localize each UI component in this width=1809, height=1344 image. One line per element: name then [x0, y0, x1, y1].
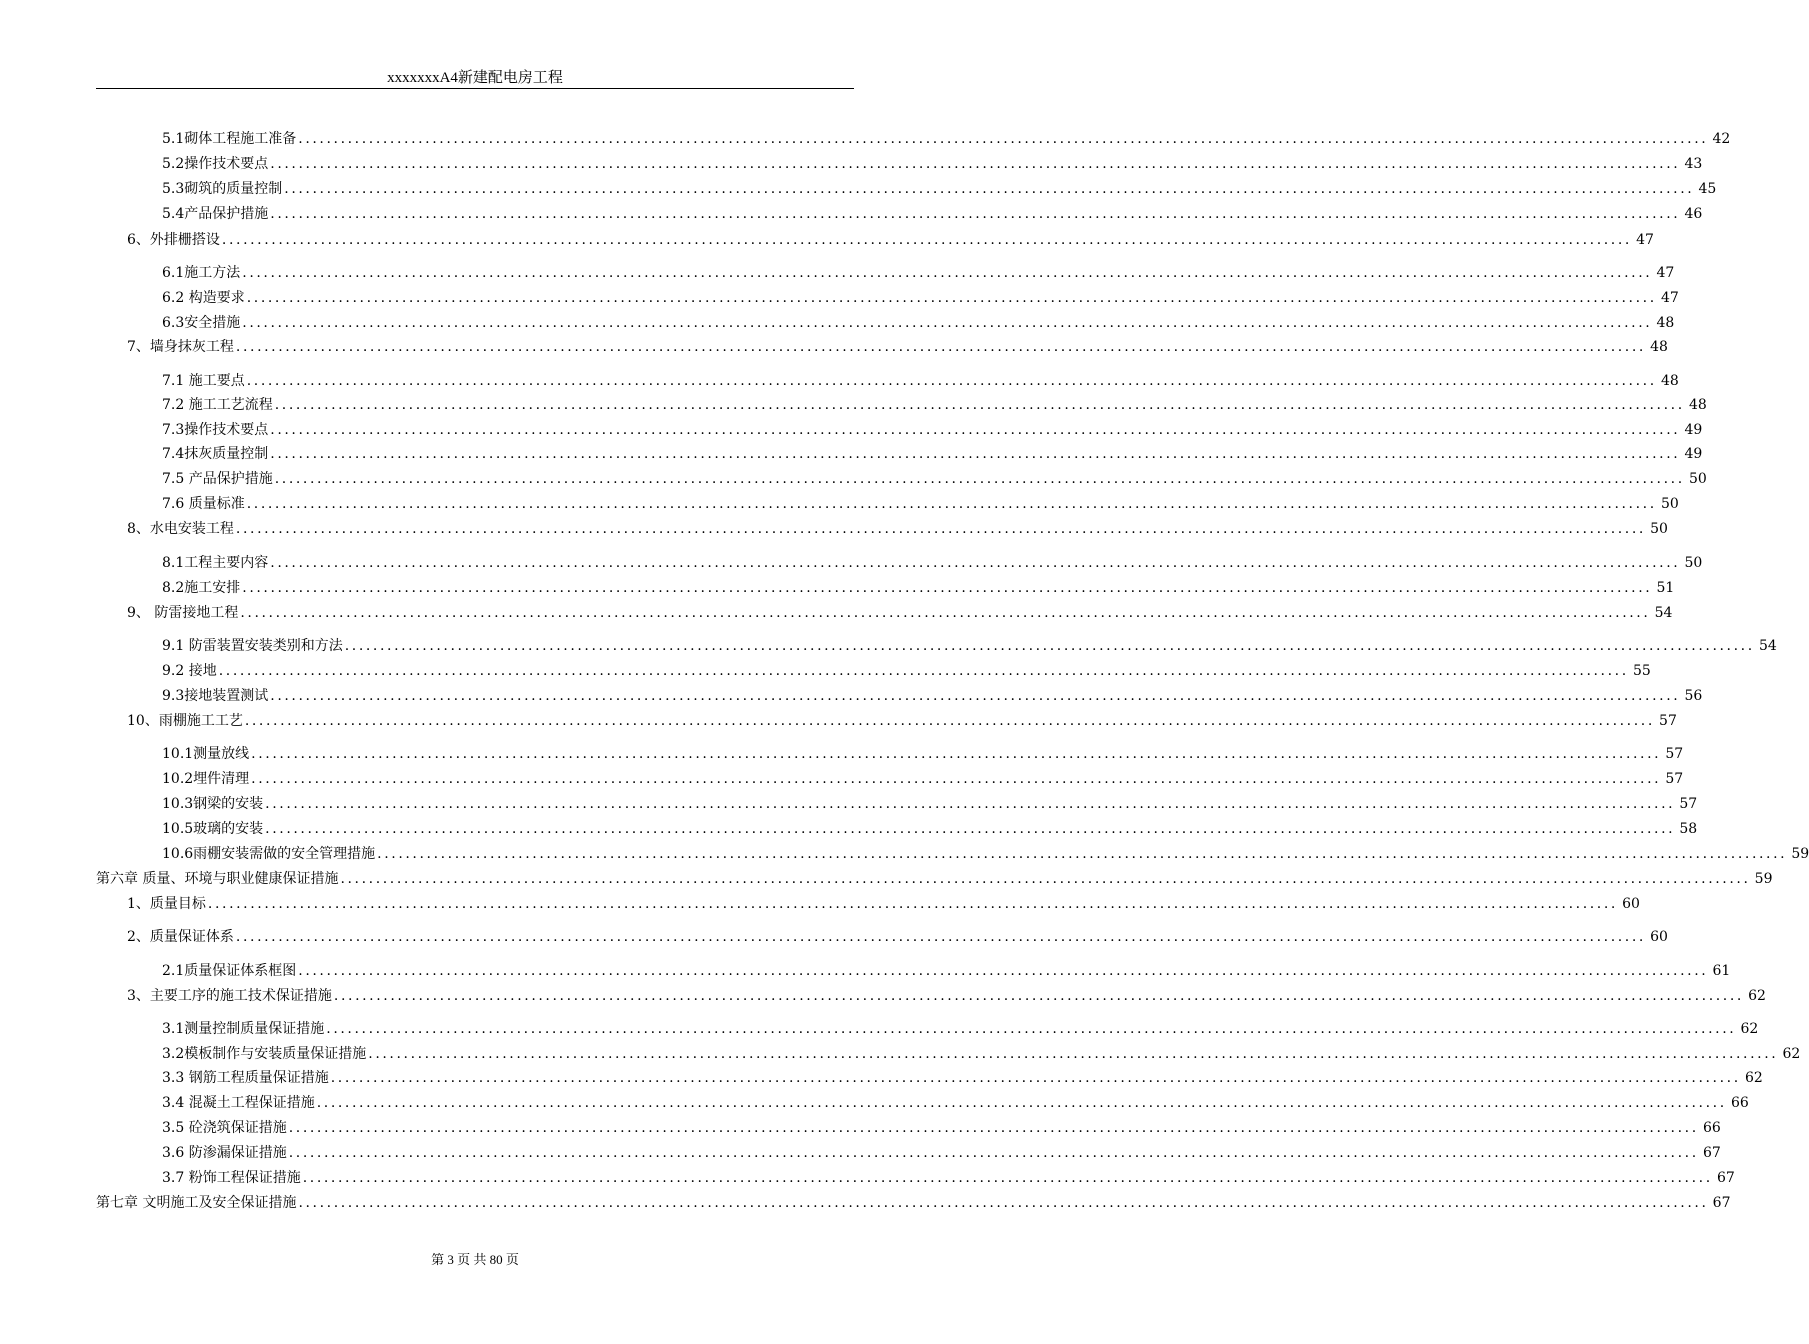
toc-entry-title: 7.5 产品保护措施 — [162, 471, 273, 487]
toc-entry[interactable] — [127, 709, 1677, 729]
toc-entry-page-number: 57 — [1665, 771, 1684, 787]
page-footer: 第 3 页 共 80 页 — [431, 1252, 519, 1267]
toc-entry[interactable] — [162, 684, 1703, 704]
toc-entry-page-number: 47 — [1636, 232, 1654, 248]
toc-entry-title: 10.2埋件清理 — [162, 771, 250, 787]
toc-entry-page-number: 48 — [1660, 373, 1679, 389]
toc-entry-title: 3.6 防渗漏保证措施 — [162, 1145, 287, 1161]
toc-dot-leader: ........................................................................................................................................................................................................ — [330, 1070, 1741, 1086]
toc-dot-leader: ........................................................................................................................................................................................................ — [340, 871, 1751, 887]
page-header-title: xxxxxxxA4新建配电房工程 — [387, 70, 563, 86]
toc-dot-leader: ........................................................................................................................................................................................................ — [270, 446, 1681, 462]
toc-entry-title: 10.6雨棚安装需做的安全管理措施 — [162, 846, 376, 862]
toc-entry-page-number: 47 — [1656, 265, 1675, 281]
toc-entry-title: 3.1测量控制质量保证措施 — [162, 1021, 325, 1037]
toc-entry-title: 2、质量保证体系 — [127, 929, 234, 945]
toc-entry-page-number: 51 — [1656, 580, 1675, 596]
toc-entry[interactable] — [127, 335, 1668, 355]
toc-entry-title: 7.3操作技术要点 — [162, 422, 269, 438]
toc-dot-leader: ........................................................................................................................................................................................................ — [246, 290, 1657, 306]
toc-entry[interactable] — [162, 492, 1679, 512]
toc-entry-title: 5.4产品保护措施 — [162, 206, 269, 222]
toc-dot-leader: ........................................................................................................................................................................................................ — [316, 1095, 1727, 1111]
toc-entry-title: 3.2模板制作与安装质量保证措施 — [162, 1046, 367, 1062]
toc-entry[interactable] — [162, 1042, 1801, 1062]
toc-entry[interactable] — [162, 418, 1703, 438]
toc-entry-title: 8.2施工安排 — [162, 580, 241, 596]
toc-entry-title: 6.2 构造要求 — [162, 290, 245, 306]
toc-entry-page-number: 66 — [1702, 1120, 1721, 1136]
toc-entry-title: 9.1 防雷装置安装类别和方法 — [162, 638, 343, 654]
toc-dot-leader: ........................................................................................................................................................................................................ — [377, 846, 1788, 862]
toc-entry-page-number: 62 — [1740, 1021, 1759, 1037]
toc-entry[interactable] — [96, 1191, 1731, 1211]
toc-entry[interactable] — [127, 984, 1766, 1004]
toc-dot-leader: ........................................................................................................................................................................................................ — [235, 929, 1646, 945]
toc-entry-title: 第六章 质量、环境与职业健康保证措施 — [96, 871, 339, 887]
toc-entry-title: 3、主要工序的施工技术保证措施 — [127, 988, 332, 1004]
toc-entry-title: 8.1工程主要内容 — [162, 555, 269, 571]
toc-entry-page-number: 47 — [1660, 290, 1679, 306]
toc-entry-title: 3.3 钢筋工程质量保证措施 — [162, 1070, 329, 1086]
toc-entry-title: 10.1测量放线 — [162, 746, 250, 762]
toc-entry-page-number: 62 — [1748, 988, 1766, 1004]
toc-entry[interactable] — [162, 261, 1675, 281]
toc-entry[interactable] — [162, 634, 1777, 654]
toc-entry-page-number: 50 — [1688, 471, 1707, 487]
toc-dot-leader: ........................................................................................................................................................................................................ — [270, 422, 1681, 438]
toc-entry-title: 7.6 质量标准 — [162, 496, 245, 512]
toc-entry-page-number: 50 — [1684, 555, 1703, 571]
toc-entry-page-number: 62 — [1744, 1070, 1763, 1086]
toc-entry[interactable] — [162, 393, 1707, 413]
toc-entry-page-number: 59 — [1754, 871, 1773, 887]
toc-entry[interactable] — [96, 867, 1773, 887]
toc-dot-leader: ........................................................................................................................................................................................................ — [288, 1120, 1699, 1136]
toc-entry-page-number: 48 — [1650, 339, 1668, 355]
toc-entry-page-number: 67 — [1712, 1195, 1731, 1211]
toc-dot-leader: ........................................................................................................................................................................................................ — [274, 471, 1685, 487]
toc-entry[interactable] — [162, 576, 1675, 596]
toc-entry[interactable] — [127, 228, 1654, 248]
toc-entry[interactable] — [162, 1116, 1721, 1136]
toc-dot-leader: ........................................................................................................................................................................................................ — [368, 1046, 1779, 1062]
toc-entry-title: 7.2 施工工艺流程 — [162, 397, 273, 413]
toc-entry[interactable] — [162, 202, 1703, 222]
toc-entry[interactable] — [162, 742, 1684, 762]
toc-entry[interactable] — [162, 442, 1703, 462]
toc-dot-leader: ........................................................................................................................................................................................................ — [333, 988, 1744, 1004]
toc-dot-leader: ........................................................................................................................................................................................................ — [265, 796, 1676, 812]
toc-dot-leader: ........................................................................................................................................................................................................ — [242, 580, 1653, 596]
toc-entry[interactable] — [162, 792, 1698, 812]
toc-entry-page-number: 66 — [1730, 1095, 1749, 1111]
toc-entry-title: 9.3接地装置测试 — [162, 688, 269, 704]
toc-entry-title: 10.5玻璃的安装 — [162, 821, 264, 837]
toc-entry-page-number: 54 — [1654, 605, 1673, 621]
toc-entry[interactable] — [127, 925, 1668, 945]
toc-dot-leader: ........................................................................................................................................................................................................ — [246, 373, 1657, 389]
toc-dot-leader: ........................................................................................................................................................................................................ — [298, 1195, 1709, 1211]
toc-dot-leader: ........................................................................................................................................................................................................ — [298, 963, 1709, 979]
toc-entry-title: 9、 防雷接地工程 — [127, 605, 239, 621]
toc-entry[interactable] — [162, 177, 1717, 197]
toc-dot-leader: ........................................................................................................................................................................................................ — [235, 339, 1646, 355]
toc-entry[interactable] — [162, 551, 1703, 571]
toc-entry[interactable] — [127, 892, 1640, 912]
toc-dot-leader: ........................................................................................................................................................................................................ — [265, 821, 1676, 837]
toc-entry[interactable] — [162, 817, 1698, 837]
toc-entry-title: 1、质量目标 — [127, 896, 206, 912]
toc-dot-leader: ........................................................................................................................................................................................................ — [302, 1170, 1713, 1186]
toc-dot-leader: ........................................................................................................................................................................................................ — [298, 131, 1709, 147]
toc-entry[interactable] — [162, 467, 1707, 487]
toc-entry-title: 7.1 施工要点 — [162, 373, 245, 389]
toc-entry-page-number: 45 — [1698, 181, 1717, 197]
toc-entry-page-number: 49 — [1684, 446, 1703, 462]
toc-entry-title: 5.3砌筑的质量控制 — [162, 181, 283, 197]
toc-entry[interactable] — [162, 1066, 1763, 1086]
toc-entry-title: 10、雨棚施工工艺 — [127, 713, 243, 729]
toc-entry[interactable] — [162, 659, 1651, 679]
toc-dot-leader: ........................................................................................................................................................................................................ — [270, 688, 1681, 704]
toc-entry[interactable] — [162, 842, 1809, 862]
toc-entry-title: 3.5 砼浇筑保证措施 — [162, 1120, 287, 1136]
toc-entry-page-number: 42 — [1712, 131, 1731, 147]
toc-dot-leader: ........................................................................................................................................................................................................ — [270, 206, 1681, 222]
toc-entry-title: 7、墙身抹灰工程 — [127, 339, 234, 355]
toc-dot-leader: ........................................................................................................................................................................................................ — [270, 555, 1681, 571]
toc-entry[interactable] — [127, 517, 1668, 537]
toc-dot-leader: ........................................................................................................................................................................................................ — [221, 232, 1632, 248]
toc-dot-leader: ........................................................................................................................................................................................................ — [246, 496, 1657, 512]
toc-entry-page-number: 61 — [1712, 963, 1731, 979]
toc-dot-leader: ........................................................................................................................................................................................................ — [240, 605, 1651, 621]
toc-entry-page-number: 48 — [1688, 397, 1707, 413]
toc-entry-page-number: 57 — [1679, 796, 1698, 812]
toc-entry-page-number: 54 — [1758, 638, 1777, 654]
toc-entry-title: 10.3钢梁的安装 — [162, 796, 264, 812]
toc-entry[interactable] — [162, 767, 1684, 787]
toc-entry-page-number: 57 — [1665, 746, 1684, 762]
toc-dot-leader: ........................................................................................................................................................................................................ — [344, 638, 1755, 654]
toc-dot-leader: ........................................................................................................................................................................................................ — [288, 1145, 1699, 1161]
toc-dot-leader: ........................................................................................................................................................................................................ — [242, 265, 1653, 281]
toc-entry-title: 3.7 粉饰工程保证措施 — [162, 1170, 301, 1186]
toc-entry-title: 2.1质量保证体系框图 — [162, 963, 297, 979]
toc-dot-leader: ........................................................................................................................................................................................................ — [270, 156, 1681, 172]
toc-entry[interactable] — [162, 1141, 1721, 1161]
toc-entry-page-number: 57 — [1659, 713, 1677, 729]
toc-entry[interactable] — [162, 127, 1731, 147]
toc-dot-leader: ........................................................................................................................................................................................................ — [284, 181, 1695, 197]
toc-entry-title: 6、外排栅搭设 — [127, 232, 220, 248]
toc-entry-title: 6.1施工方法 — [162, 265, 241, 281]
toc-dot-leader: ........................................................................................................................................................................................................ — [244, 713, 1655, 729]
toc-entry[interactable] — [162, 1017, 1759, 1037]
toc-entry-page-number: 50 — [1660, 496, 1679, 512]
toc-entry-page-number: 46 — [1684, 206, 1703, 222]
toc-entry-page-number: 56 — [1684, 688, 1703, 704]
toc-entry[interactable] — [162, 286, 1679, 306]
toc-entry-title: 3.4 混凝土工程保证措施 — [162, 1095, 315, 1111]
toc-dot-leader: ........................................................................................................................................................................................................ — [326, 1021, 1737, 1037]
toc-entry-page-number: 55 — [1632, 663, 1651, 679]
toc-entry-page-number: 59 — [1791, 846, 1809, 862]
toc-dot-leader: ........................................................................................................................................................................................................ — [251, 771, 1662, 787]
toc-entry[interactable] — [162, 959, 1731, 979]
toc-dot-leader: ........................................................................................................................................................................................................ — [235, 521, 1646, 537]
toc-entry-page-number: 43 — [1684, 156, 1703, 172]
toc-entry-page-number: 60 — [1650, 929, 1668, 945]
toc-dot-leader: ........................................................................................................................................................................................................ — [207, 896, 1618, 912]
toc-entry-page-number: 67 — [1702, 1145, 1721, 1161]
toc-entry[interactable] — [162, 369, 1679, 389]
toc-entry-page-number: 62 — [1782, 1046, 1801, 1062]
toc-entry-title: 9.2 接地 — [162, 663, 217, 679]
toc-entry-title: 5.2操作技术要点 — [162, 156, 269, 172]
toc-entry-page-number: 67 — [1716, 1170, 1735, 1186]
toc-entry-title: 5.1砌体工程施工准备 — [162, 131, 297, 147]
toc-dot-leader: ........................................................................................................................................................................................................ — [242, 315, 1653, 331]
header-divider — [96, 88, 854, 89]
toc-entry[interactable] — [162, 1166, 1735, 1186]
toc-entry[interactable] — [162, 1091, 1749, 1111]
toc-entry-title: 8、水电安装工程 — [127, 521, 234, 537]
toc-entry[interactable] — [127, 601, 1673, 621]
toc-entry-title: 6.3安全措施 — [162, 315, 241, 331]
toc-entry[interactable] — [162, 311, 1675, 331]
toc-entry-page-number: 49 — [1684, 422, 1703, 438]
toc-entry[interactable] — [162, 152, 1703, 172]
toc-entry-title: 7.4抹灰质量控制 — [162, 446, 269, 462]
toc-entry-page-number: 58 — [1679, 821, 1698, 837]
toc-dot-leader: ........................................................................................................................................................................................................ — [251, 746, 1662, 762]
toc-dot-leader: ........................................................................................................................................................................................................ — [274, 397, 1685, 413]
toc-entry-title: 第七章 文明施工及安全保证措施 — [96, 1195, 297, 1211]
toc-dot-leader: ........................................................................................................................................................................................................ — [218, 663, 1629, 679]
toc-entry-page-number: 60 — [1622, 896, 1640, 912]
toc-entry-page-number: 48 — [1656, 315, 1675, 331]
toc-entry-page-number: 50 — [1650, 521, 1668, 537]
